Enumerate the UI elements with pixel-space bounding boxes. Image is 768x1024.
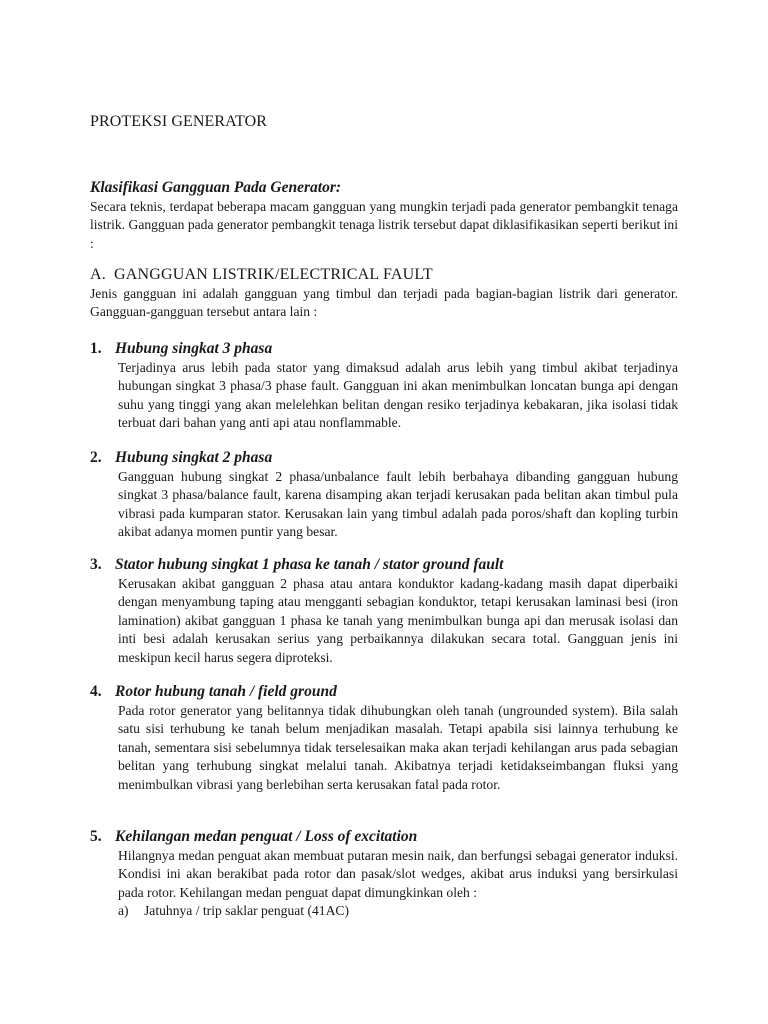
section-a-paragraph: Jenis gangguan ini adalah gangguan yang timbul dan terjadi pada bagian-bagian listrik dari generator. Gangguan-gangguan tersebut antara lain : [90,286,678,320]
sub-list-marker: a) [118,903,129,919]
section-a-title: GANGGUAN LISTRIK/ELECTRICAL FAULT [114,266,433,283]
list-item-number: 1. [90,340,102,357]
list-item-number: 2. [90,449,102,466]
list-item [90,828,678,921]
section-a [90,266,678,322]
sub-list-item [118,902,678,920]
list-item-heading [90,449,678,467]
list-item-title: Rotor hubung tanah / field ground [115,683,337,700]
list-item-title: Kehilangan medan penguat / Loss of excitation [115,828,418,845]
document-title: PROTEKSI GENERATOR [90,113,268,130]
list-item-number: 3. [90,556,102,573]
list-item-heading [90,683,678,701]
list-item-title: Hubung singkat 2 phasa [115,449,273,466]
list-item [90,683,678,794]
classification-paragraph: Secara teknis, terdapat beberapa macam gangguan yang mungkin terjadi pada generator pembangkit tenaga listrik. Gangguan pada generator pembangkit tenaga listrik tersebut dapat diklasifikasikan seperti berikut ini : [90,199,678,251]
list-item-heading [90,828,678,846]
list-item-paragraph: Terjadinya arus lebih pada stator yang dimaksud adalah arus lebih yang timbul akibat terjadinya hubungan singkat 3 phasa/3 phase fault. Gangguan ini akan menimbulkan loncatan bunga api dengan suhu yang tinggi yang akan melelehkan belitan dengan resiko terjadinya kebakaran, jika isolasi tidak terbuat dari bahan yang anti api atau nonflammable. [118,360,678,431]
list-item-paragraph: Pada rotor generator yang belitannya tidak dihubungkan oleh tanah (ungrounded system). Bila salah satu sisi terhubung ke tanah belum menjadikan masalah. Tetapi apabila sisi lainnya terhubung ke tanah, sementara sisi sebelumnya tidak terselesaikan maka akan terjadi kehilangan arus pada sebagian belitan yang terhubung singkat melalui tanah. Akibatnya terjadi ketidakseimbangan fluksi yang menimbulkan vibrasi yang berlebihan serta kerusakan fatal pada rotor. [118,703,678,792]
list-item [90,449,678,542]
list-item-number: 5. [90,828,102,845]
section-a-letter: A. [90,266,106,283]
classification-section [90,179,678,253]
sub-list-text: Jatuhnya / trip saklar penguat (41AC) [144,903,349,919]
list-item-title: Hubung singkat 3 phasa [115,340,273,357]
list-item-paragraph: Kerusakan akibat gangguan 2 phasa atau antara konduktor kadang-kadang masih dapat diperbaiki dengan menyambung taping atau mengganti sebagian konduktor, tetapi kerusakan laminasi besi (iron lamination) akibat gangguan 1 phasa ke tanah yang menimbulkan bunga api dan merusak isolasi dan inti besi adalah kerusakan serius yang perbaikannya dilakukan secara total. Gangguan jenis ini meskipun kecil harus segera diproteksi. [118,576,678,665]
list-item-heading [90,556,678,574]
list-item-number: 4. [90,683,102,700]
list-item-title: Stator hubung singkat 1 phasa ke tanah / stator ground fault [115,556,504,573]
list-item [90,556,678,667]
list-item-paragraph: Hilangnya medan penguat akan membuat putaran mesin naik, dan berfungsi sebagai generator induksi. Kondisi ini akan berakibat pada rotor dan pasak/slot wedges, akibat arus induksi yang bersirkulasi pada rotor. Kehilangan medan penguat dapat dimungkinkan oleh : [118,848,678,900]
list-item-paragraph: Gangguan hubung singkat 2 phasa/unbalance fault lebih berbahaya dibanding gangguan hubung singkat 3 phasa/balance fault, karena disamping akan terjadi kerusakan pada belitan akan timbul pula vibrasi pada kumparan stator. Kerusakan lain yang timbul adalah pada poros/shaft dan kopling turbin akibat adanya momen puntir yang besar. [118,469,678,540]
list-item-heading [90,340,678,358]
list-item [90,340,678,433]
section-a-heading [90,266,678,284]
classification-heading: Klasifikasi Gangguan Pada Generator: [90,179,342,196]
